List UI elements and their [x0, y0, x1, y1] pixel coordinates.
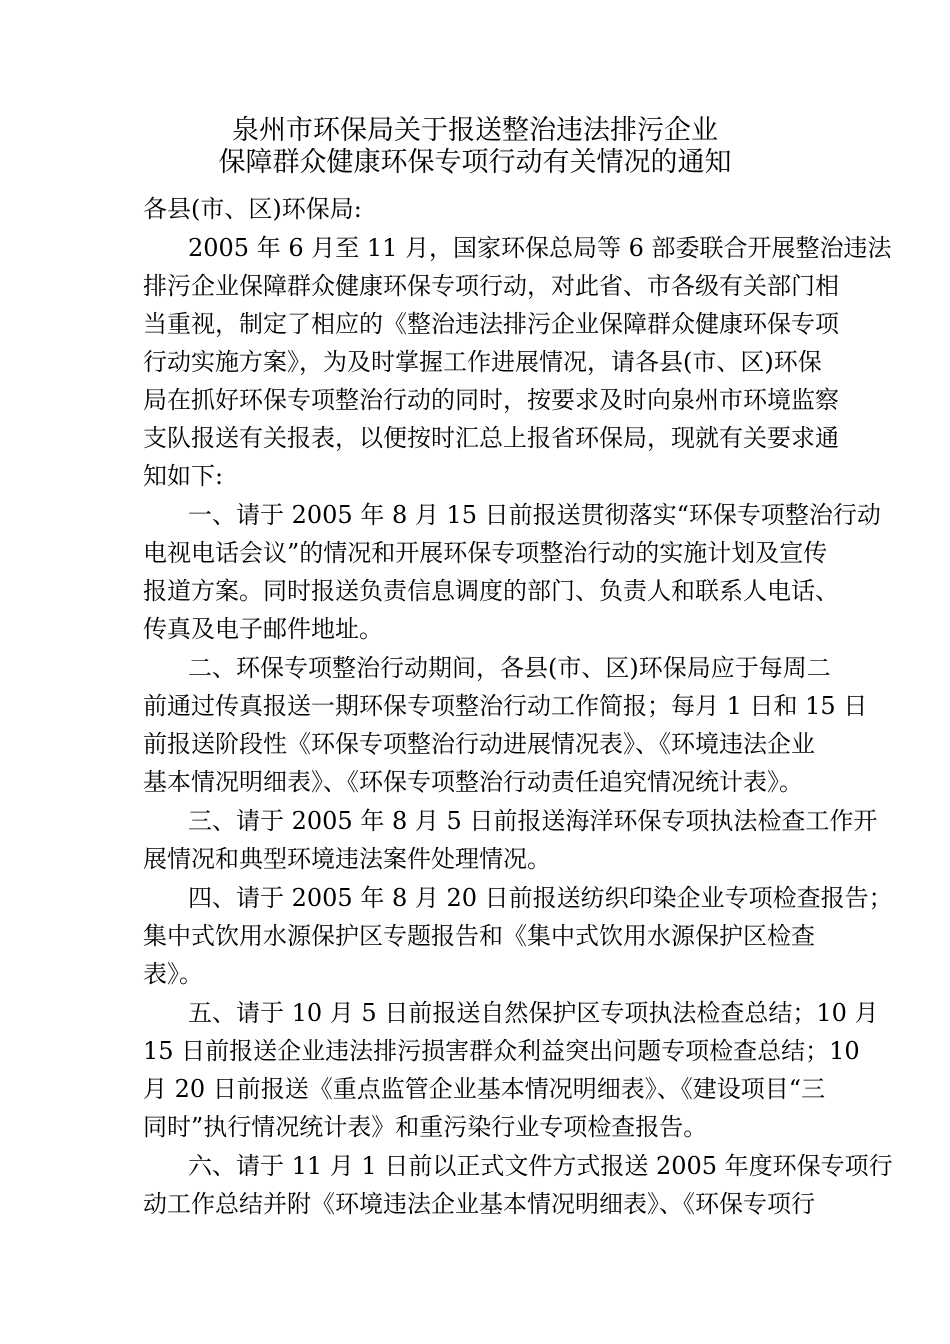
paragraph-line: 四、请于 2005 年 8 月 20 日前报送纺织印染企业专项检查报告； — [188, 884, 893, 912]
paragraph-line: 电视电话会议”的情况和开展环保专项整治行动的实施计划及宣传 — [143, 539, 828, 567]
paragraph-line: 15 日前报送企业违法排污损害群众利益突出问题专项检查总结；10 — [143, 1037, 860, 1065]
document-title-line-1: 泉州市环保局关于报送整治违法排污企业 — [232, 115, 718, 146]
paragraph-line: 集中式饮用水源保护区专题报告和《集中式饮用水源保护区检查 — [143, 922, 815, 950]
paragraph-line: 前报送阶段性《环保专项整治行动进展情况表》、《环境违法企业 — [143, 730, 815, 758]
paragraph-line: 报道方案。同时报送负责信息调度的部门、负责人和联系人电话、 — [143, 577, 839, 605]
paragraph-line: 月 20 日前报送《重点监管企业基本情况明细表》、《建设项目“三 — [143, 1075, 826, 1103]
paragraph-line: 三、请于 2005 年 8 月 5 日前报送海洋环保专项执法检查工作开 — [188, 807, 878, 835]
paragraph-line: 六、请于 11 月 1 日前以正式文件方式报送 2005 年度环保专项行 — [188, 1152, 893, 1180]
paragraph-line: 展情况和典型环境违法案件处理情况。 — [143, 845, 551, 873]
paragraph-line: 知如下: — [143, 462, 224, 490]
paragraph-line: 排污企业保障群众健康环保专项行动，对此省、市各级有关部门相 — [143, 272, 839, 300]
paragraph-line: 局在抓好环保专项整治行动的同时，按要求及时向泉州市环境监察 — [143, 386, 839, 414]
paragraph-line: 一、请于 2005 年 8 月 15 日前报送贯彻落实“环保专项整治行动 — [188, 501, 881, 529]
paragraph-line: 五、请于 10 月 5 日前报送自然保护区专项执法检查总结；10 月 — [188, 999, 879, 1027]
paragraph-line: 传真及电子邮件地址。 — [143, 615, 383, 643]
paragraph-line: 前通过传真报送一期环保专项整治行动工作简报；每月 1 日和 15 日 — [143, 692, 868, 720]
paragraph-line: 动工作总结并附《环境违法企业基本情况明细表》、《环保专项行 — [143, 1190, 815, 1218]
paragraph-line: 2005 年 6 月至 11 月，国家环保总局等 6 部委联合开展整治违法 — [188, 234, 892, 262]
paragraph-line: 支队报送有关报表，以便按时汇总上报省环保局，现就有关要求通 — [143, 424, 839, 452]
paragraph-line: 基本情况明细表》、《环保专项整治行动责任追究情况统计表》。 — [143, 768, 803, 796]
paragraph-line: 当重视，制定了相应的《整治违法排污企业保障群众健康环保专项 — [143, 310, 839, 338]
paragraph-line: 二、环保专项整治行动期间，各县(市、区)环保局应于每周二 — [188, 654, 831, 682]
salutation: 各县(市、区)环保局: — [143, 195, 362, 223]
paragraph-line: 表》。 — [143, 960, 203, 988]
paragraph-line: 行动实施方案》，为及时掌握工作进展情况，请各县(市、区)环保 — [143, 348, 822, 376]
document-title-line-2: 保障群众健康环保专项行动有关情况的通知 — [218, 147, 732, 178]
paragraph-line: 同时”执行情况统计表》和重污染行业专项检查报告。 — [143, 1113, 708, 1141]
